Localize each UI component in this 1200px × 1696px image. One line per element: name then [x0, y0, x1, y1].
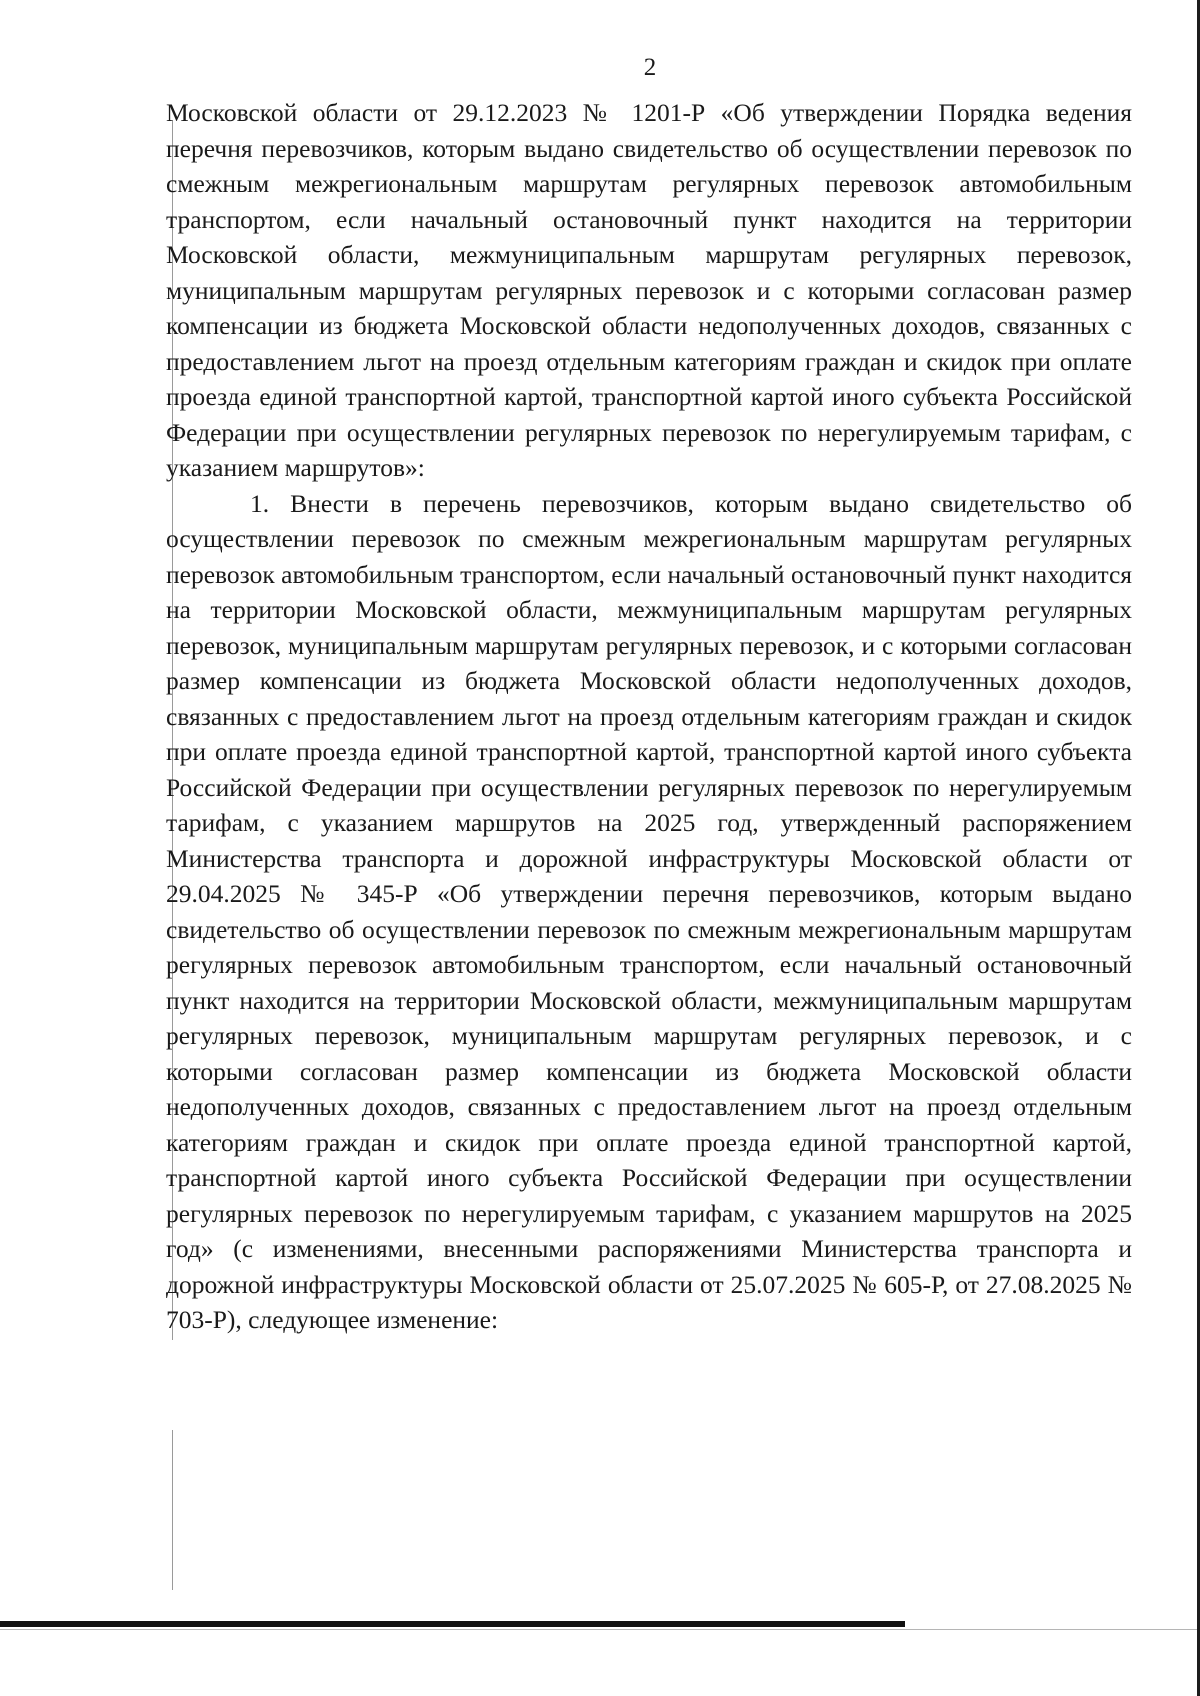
document-body [166, 95, 1132, 1338]
page-number: 2 [643, 54, 657, 81]
scan-margin-line [172, 1430, 173, 1590]
scan-bottom-border [0, 1621, 905, 1627]
paragraph-item-1: 1. Внести в перечень перевозчиков, которым выдано свидетельство об осуществлении перевозок по смежным межрегиональным маршрутам регулярных перевозок автомобильным транспортом, если начальный остановочный пункт находится на территории Московской области, межмуниципальным маршрутам регулярных перевозок, муниципальным маршрутам регулярных перевозок, и с которыми согласован размер компенсации из бюджета Московской области недополученных доходов, связанных с предоставлением льгот на проезд отдельным категориям граждан и скидок при оплате проезда единой транспортной картой, транспортной картой иного субъекта Российской Федерации при осуществлении регулярных перевозок по нерегулируемым тарифам, с указанием маршрутов на 2025 год, утвержденный распоряжением Министерства транспорта и дорожной инфраструктуры Московской области от 29.04.2025 № 345-Р «Об утверждении перечня перевозчиков, которым выдано свидетельство об осуществлении перевозок по смежным межрегиональным маршрутам регулярных перевозок автомобильным транспортом, если начальный остановочный пункт находится на территории Московской области, межмуниципальным маршрутам регулярных перевозок, муниципальным маршрутам регулярных перевозок, и с которыми согласован размер компенсации из бюджета Московской области недополученных доходов, связанных с предоставлением льгот на проезд отдельным категориям граждан и скидок при оплате проезда единой транспортной картой, транспортной картой иного субъекта Российской Федерации при осуществлении регулярных перевозок по нерегулируемым тарифам, с указанием маршрутов на 2025 год» (с изменениями, внесенными распоряжениями Министерства транспорта и дорожной инфраструктуры Московской области от 25.07.2025 № 605-Р, от 27.08.2025 № 703-Р), следующее изменение: [166, 488, 1132, 1334]
paragraph-continuation: Московской области от 29.12.2023 № 1201-Р «Об утверждении Порядка ведения перечня перевозчиков, которым выдано свидетельство об осуществлении перевозок по смежным межрегиональным маршрутам регулярных перевозок автомобильным транспортом, если начальный остановочный пункт находится на территории Московской области, межмуниципальным маршрутам регулярных перевозок, муниципальным маршрутам регулярных перевозок и с которыми согласован размер компенсации из бюджета Московской области недополученных доходов, связанных с предоставлением льгот на проезд отдельным категориям граждан и скидок при оплате проезда единой транспортной картой, транспортной картой иного субъекта Российской Федерации при осуществлении регулярных перевозок по нерегулируемым тарифам, с указанием маршрутов»: [166, 98, 1132, 482]
scan-bottom-line [0, 1629, 1200, 1630]
